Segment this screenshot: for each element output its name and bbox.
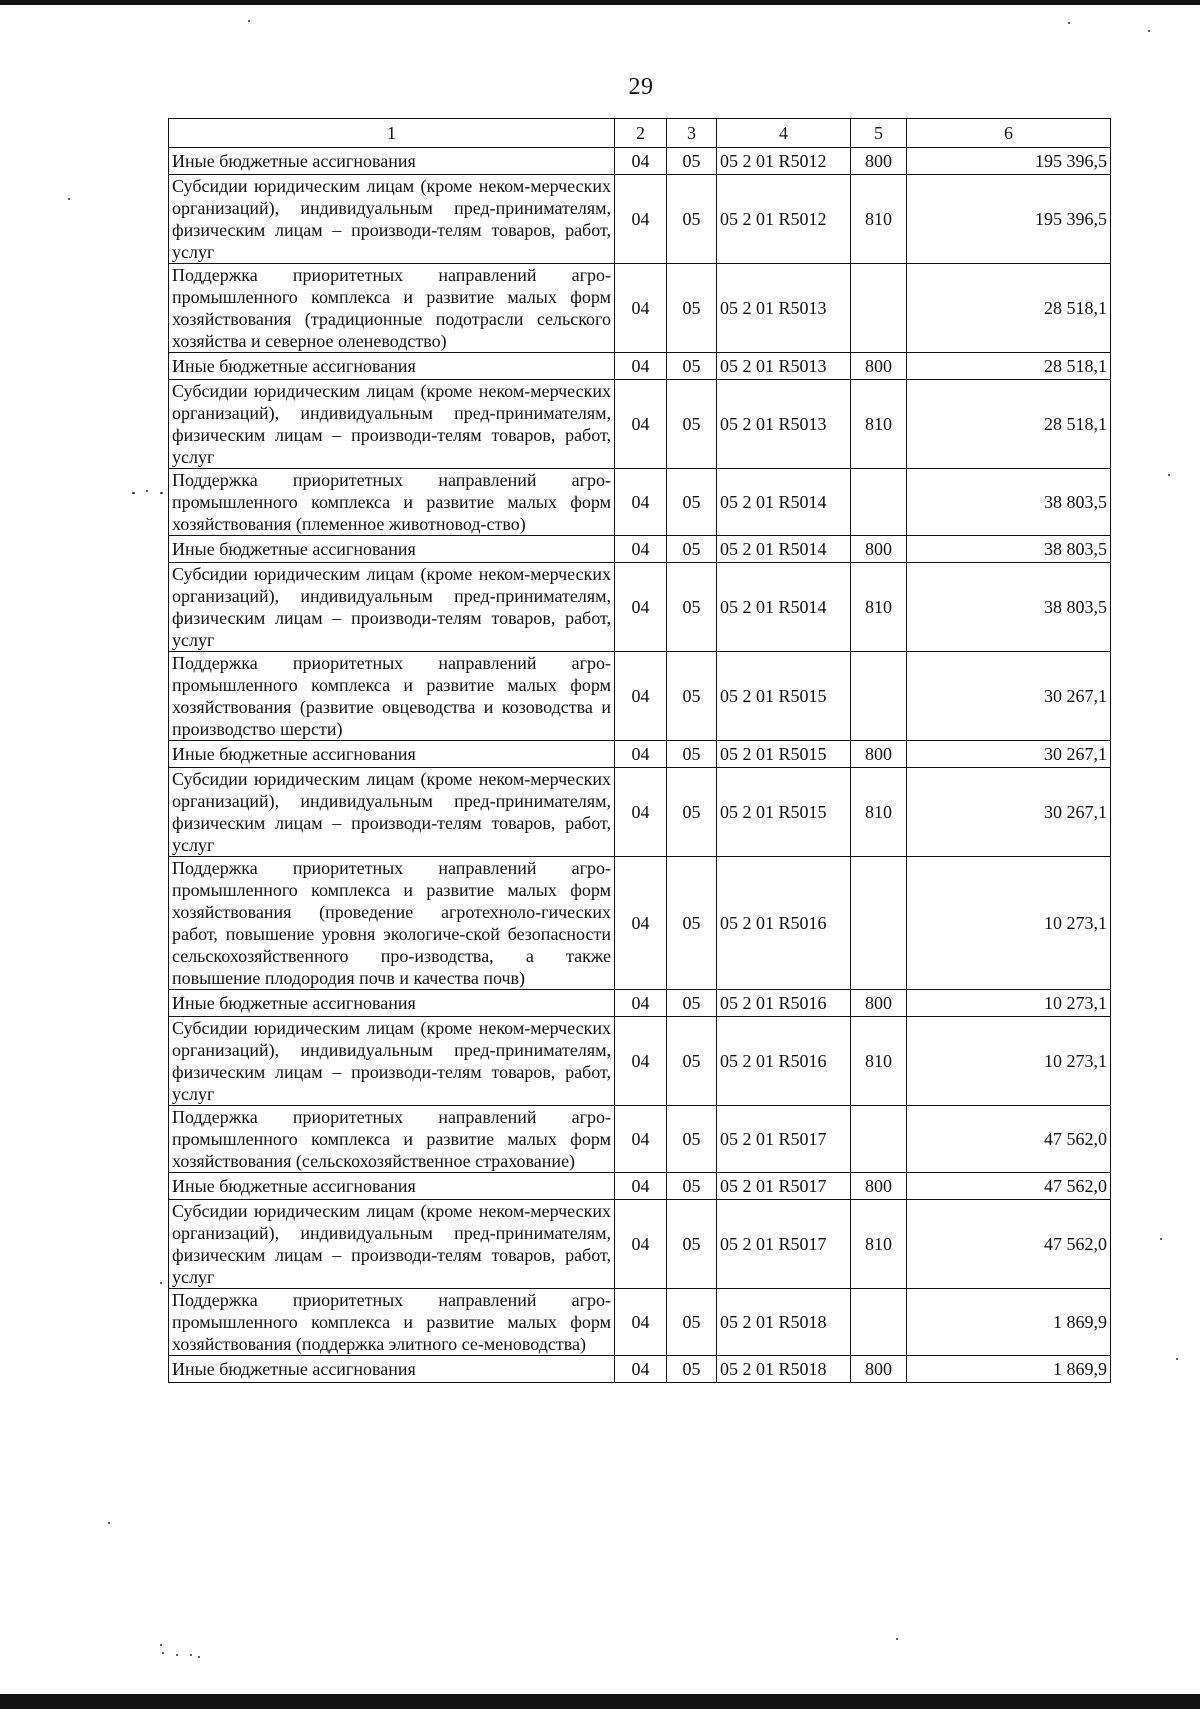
row-amount: 38 803,5 bbox=[907, 536, 1111, 563]
table-row bbox=[169, 264, 1111, 353]
scan-speck bbox=[1168, 474, 1170, 476]
row-amount: 47 562,0 bbox=[907, 1106, 1111, 1173]
row-name: Поддержка приоритетных направлений агро-промышленного комплекса и развитие малых форм хозяйствования (развитие овцеводства и козоводства и производство шерсти) bbox=[169, 652, 615, 741]
row-target-code: 05 2 01 R5012 bbox=[717, 175, 851, 264]
row-subsection: 05 bbox=[667, 857, 717, 990]
header-col-4: 4 bbox=[717, 119, 851, 148]
scan-speck bbox=[162, 1652, 164, 1654]
table-row bbox=[169, 1173, 1111, 1200]
row-target-code: 05 2 01 R5017 bbox=[717, 1173, 851, 1200]
row-expense-type: 810 bbox=[851, 1200, 907, 1289]
row-name: Субсидии юридическим лицам (кроме неком-мерческих организаций), индивидуальным пред-принимателям, физическим лицам – производи-телям товаров, работ, услуг bbox=[169, 380, 615, 469]
row-subsection: 05 bbox=[667, 380, 717, 469]
row-amount: 30 267,1 bbox=[907, 741, 1111, 768]
row-target-code: 05 2 01 R5015 bbox=[717, 741, 851, 768]
row-name: Поддержка приоритетных направлений агро-промышленного комплекса и развитие малых форм хозяйствования (племенное животновод-ство) bbox=[169, 469, 615, 536]
header-col-1: 1 bbox=[169, 119, 615, 148]
row-amount: 1 869,9 bbox=[907, 1289, 1111, 1356]
row-target-code: 05 2 01 R5014 bbox=[717, 563, 851, 652]
row-subsection: 05 bbox=[667, 990, 717, 1017]
row-expense-type: 800 bbox=[851, 353, 907, 380]
header-col-2: 2 bbox=[615, 119, 667, 148]
row-target-code: 05 2 01 R5015 bbox=[717, 652, 851, 741]
row-expense-type bbox=[851, 857, 907, 990]
row-target-code: 05 2 01 R5017 bbox=[717, 1200, 851, 1289]
row-expense-type bbox=[851, 469, 907, 536]
row-target-code: 05 2 01 R5016 bbox=[717, 990, 851, 1017]
row-amount: 10 273,1 bbox=[907, 990, 1111, 1017]
scan-speck bbox=[146, 490, 148, 492]
row-name: Субсидии юридическим лицам (кроме неком-мерческих организаций), индивидуальным пред-принимателям, физическим лицам – производи-телям товаров, работ, услуг bbox=[169, 1200, 615, 1289]
row-subsection: 05 bbox=[667, 353, 717, 380]
row-target-code: 05 2 01 R5016 bbox=[717, 1017, 851, 1106]
row-section: 04 bbox=[615, 536, 667, 563]
row-name: Иные бюджетные ассигнования bbox=[169, 1356, 615, 1383]
scan-speck bbox=[1068, 22, 1070, 24]
row-target-code: 05 2 01 R5012 bbox=[717, 148, 851, 175]
row-name: Поддержка приоритетных направлений агро-промышленного комплекса и развитие малых форм хозяйствования (поддержка элитного се-меноводства) bbox=[169, 1289, 615, 1356]
row-target-code: 05 2 01 R5018 bbox=[717, 1289, 851, 1356]
row-target-code: 05 2 01 R5017 bbox=[717, 1106, 851, 1173]
row-target-code: 05 2 01 R5015 bbox=[717, 768, 851, 857]
row-subsection: 05 bbox=[667, 1200, 717, 1289]
scan-speck bbox=[198, 1656, 200, 1658]
row-subsection: 05 bbox=[667, 741, 717, 768]
row-amount: 10 273,1 bbox=[907, 857, 1111, 990]
row-section: 04 bbox=[615, 563, 667, 652]
scan-speck bbox=[248, 20, 250, 22]
row-section: 04 bbox=[615, 1356, 667, 1383]
row-section: 04 bbox=[615, 857, 667, 990]
row-expense-type: 800 bbox=[851, 1173, 907, 1200]
row-target-code: 05 2 01 R5018 bbox=[717, 1356, 851, 1383]
row-amount: 38 803,5 bbox=[907, 563, 1111, 652]
row-target-code: 05 2 01 R5014 bbox=[717, 469, 851, 536]
header-col-6: 6 bbox=[907, 119, 1111, 148]
row-expense-type: 800 bbox=[851, 536, 907, 563]
row-expense-type: 810 bbox=[851, 768, 907, 857]
row-name: Субсидии юридическим лицам (кроме неком-мерческих организаций), индивидуальным пред-принимателям, физическим лицам – производи-телям товаров, работ, услуг bbox=[169, 563, 615, 652]
row-name: Субсидии юридическим лицам (кроме неком-мерческих организаций), индивидуальным пред-принимателям, физическим лицам – производи-телям товаров, работ, услуг bbox=[169, 768, 615, 857]
table-row bbox=[169, 175, 1111, 264]
row-section: 04 bbox=[615, 768, 667, 857]
header-col-3: 3 bbox=[667, 119, 717, 148]
row-section: 04 bbox=[615, 353, 667, 380]
row-expense-type: 800 bbox=[851, 741, 907, 768]
row-subsection: 05 bbox=[667, 652, 717, 741]
table-row bbox=[169, 741, 1111, 768]
row-target-code: 05 2 01 R5013 bbox=[717, 264, 851, 353]
row-section: 04 bbox=[615, 1106, 667, 1173]
table-row bbox=[169, 148, 1111, 175]
row-subsection: 05 bbox=[667, 1289, 717, 1356]
row-subsection: 05 bbox=[667, 148, 717, 175]
row-subsection: 05 bbox=[667, 536, 717, 563]
table-row bbox=[169, 1200, 1111, 1289]
row-section: 04 bbox=[615, 175, 667, 264]
row-subsection: 05 bbox=[667, 1106, 717, 1173]
row-amount: 47 562,0 bbox=[907, 1173, 1111, 1200]
row-section: 04 bbox=[615, 1173, 667, 1200]
row-amount: 30 267,1 bbox=[907, 652, 1111, 741]
scan-speck bbox=[190, 1654, 192, 1656]
scan-edge-bottom bbox=[0, 1694, 1200, 1709]
row-expense-type: 810 bbox=[851, 175, 907, 264]
scan-speck bbox=[1148, 30, 1150, 32]
row-amount: 30 267,1 bbox=[907, 768, 1111, 857]
table-row bbox=[169, 469, 1111, 536]
scan-speck bbox=[108, 1522, 110, 1524]
row-expense-type bbox=[851, 652, 907, 741]
table-row bbox=[169, 563, 1111, 652]
row-expense-type: 810 bbox=[851, 563, 907, 652]
row-amount: 28 518,1 bbox=[907, 380, 1111, 469]
row-name: Поддержка приоритетных направлений агро-промышленного комплекса и развитие малых форм хозяйствования (сельскохозяйственное страхование) bbox=[169, 1106, 615, 1173]
table-row bbox=[169, 1356, 1111, 1383]
row-target-code: 05 2 01 R5013 bbox=[717, 380, 851, 469]
scan-speck bbox=[132, 492, 135, 494]
row-expense-type bbox=[851, 264, 907, 353]
scan-speck bbox=[160, 1644, 162, 1646]
row-section: 04 bbox=[615, 741, 667, 768]
table-body bbox=[169, 148, 1111, 1383]
row-name: Поддержка приоритетных направлений агро-промышленного комплекса и развитие малых форм хозяйствования (традиционные подотрасли сельского хозяйства и северное оленеводство) bbox=[169, 264, 615, 353]
table-row bbox=[169, 1289, 1111, 1356]
row-name: Иные бюджетные ассигнования bbox=[169, 990, 615, 1017]
table-row bbox=[169, 380, 1111, 469]
row-amount: 28 518,1 bbox=[907, 353, 1111, 380]
row-subsection: 05 bbox=[667, 768, 717, 857]
table-row bbox=[169, 1106, 1111, 1173]
row-section: 04 bbox=[615, 264, 667, 353]
table-row bbox=[169, 990, 1111, 1017]
row-expense-type: 800 bbox=[851, 990, 907, 1017]
row-subsection: 05 bbox=[667, 469, 717, 536]
row-expense-type: 800 bbox=[851, 1356, 907, 1383]
row-name: Субсидии юридическим лицам (кроме неком-мерческих организаций), индивидуальным пред-принимателям, физическим лицам – производи-телям товаров, работ, услуг bbox=[169, 1017, 615, 1106]
header-col-5: 5 bbox=[851, 119, 907, 148]
row-amount: 195 396,5 bbox=[907, 175, 1111, 264]
scan-edge-top bbox=[0, 0, 1200, 5]
scan-speck bbox=[896, 1638, 898, 1640]
row-expense-type bbox=[851, 1289, 907, 1356]
row-section: 04 bbox=[615, 652, 667, 741]
row-amount: 47 562,0 bbox=[907, 1200, 1111, 1289]
table-row bbox=[169, 652, 1111, 741]
row-expense-type: 800 bbox=[851, 148, 907, 175]
row-name: Иные бюджетные ассигнования bbox=[169, 741, 615, 768]
scan-speck bbox=[160, 492, 163, 494]
row-amount: 10 273,1 bbox=[907, 1017, 1111, 1106]
page-number: 29 bbox=[628, 74, 654, 100]
row-name: Иные бюджетные ассигнования bbox=[169, 148, 615, 175]
row-subsection: 05 bbox=[667, 563, 717, 652]
row-section: 04 bbox=[615, 1289, 667, 1356]
row-section: 04 bbox=[615, 380, 667, 469]
row-section: 04 bbox=[615, 990, 667, 1017]
row-name: Иные бюджетные ассигнования bbox=[169, 536, 615, 563]
row-subsection: 05 bbox=[667, 1356, 717, 1383]
table-row bbox=[169, 353, 1111, 380]
row-amount: 1 869,9 bbox=[907, 1356, 1111, 1383]
table-row bbox=[169, 768, 1111, 857]
row-subsection: 05 bbox=[667, 1017, 717, 1106]
row-target-code: 05 2 01 R5016 bbox=[717, 857, 851, 990]
row-target-code: 05 2 01 R5013 bbox=[717, 353, 851, 380]
scan-speck bbox=[176, 1654, 178, 1656]
row-subsection: 05 bbox=[667, 175, 717, 264]
row-target-code: 05 2 01 R5014 bbox=[717, 536, 851, 563]
row-section: 04 bbox=[615, 1017, 667, 1106]
row-expense-type bbox=[851, 1106, 907, 1173]
row-amount: 28 518,1 bbox=[907, 264, 1111, 353]
row-expense-type: 810 bbox=[851, 1017, 907, 1106]
row-subsection: 05 bbox=[667, 1173, 717, 1200]
row-name: Субсидии юридическим лицам (кроме неком-мерческих организаций), индивидуальным пред-принимателям, физическим лицам – производи-телям товаров, работ, услуг bbox=[169, 175, 615, 264]
scan-speck bbox=[1160, 1238, 1162, 1240]
table-row bbox=[169, 536, 1111, 563]
budget-table bbox=[168, 118, 1111, 1383]
row-subsection: 05 bbox=[667, 264, 717, 353]
scan-speck bbox=[160, 1282, 162, 1284]
table-row bbox=[169, 857, 1111, 990]
scan-speck bbox=[1176, 1358, 1178, 1360]
table-row bbox=[169, 1017, 1111, 1106]
row-amount: 195 396,5 bbox=[907, 148, 1111, 175]
row-section: 04 bbox=[615, 1200, 667, 1289]
row-name: Поддержка приоритетных направлений агро-промышленного комплекса и развитие малых форм хозяйствования (проведение агротехноло-гических работ, повышение уровня экологиче-ской безопасности сельскохозяйственного про-изводства, а также повышение плодородия почв и качества почв) bbox=[169, 857, 615, 990]
table-header-row bbox=[169, 119, 1111, 148]
row-amount: 38 803,5 bbox=[907, 469, 1111, 536]
row-name: Иные бюджетные ассигнования bbox=[169, 353, 615, 380]
row-expense-type: 810 bbox=[851, 380, 907, 469]
row-section: 04 bbox=[615, 469, 667, 536]
scan-speck bbox=[68, 198, 70, 200]
row-section: 04 bbox=[615, 148, 667, 175]
row-name: Иные бюджетные ассигнования bbox=[169, 1173, 615, 1200]
